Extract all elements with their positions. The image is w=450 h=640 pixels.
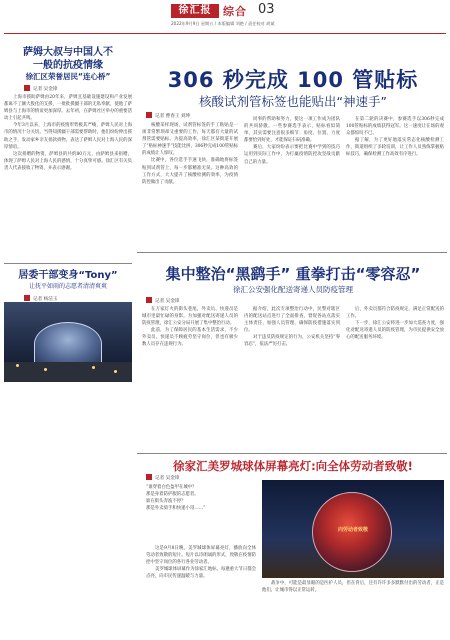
main-headline: 306 秒完成 100 管贴标 [167, 68, 419, 92]
article1-byline [24, 85, 132, 92]
main-col-1 [142, 122, 238, 248]
poem-line: 那是身着防护服的志愿者。 [146, 492, 199, 498]
byline-marker-icon [146, 297, 152, 303]
third-body [146, 545, 256, 580]
divider [4, 263, 132, 264]
main-subheadline: 核酸试剂管标签也能贴出“神速手” [199, 94, 387, 109]
byline-text: 记者 曹春王 刘坤 [155, 114, 191, 119]
paragraph: 这次捐赠的物资，萨姆县的共约80万元，由萨姆县来捐赠，体现了萨姆人民对上海人民的感情，十分真挚可感。徐汇区有关负责人代表接收了物资，并表示感谢。 [4, 151, 132, 171]
byline-marker-icon [146, 112, 152, 118]
second-byline [146, 297, 179, 304]
light-dot [44, 368, 47, 371]
paragraph: 这是9月8日晚，美罗城球体屏幕亮灯，播放向全体劳动者致敬的短片。短片以诗朗诵的形式，致敬在疫情防控中坚守岗位的各行各业劳动者。 [146, 546, 256, 566]
poem-line: 谁在街头奔波不停？ [146, 499, 186, 505]
paragraph: 战争中，可能是最显眼的是医护人员，但在背后，还有许许多多默默付出的劳动者，正是他们，让城市得以正常运转。 [262, 581, 444, 594]
paragraph: 对于违反防疫规定的行为，公安机关坚持“零容忍”，依法严厉打击。 [244, 335, 340, 348]
byline-marker-icon [146, 474, 152, 480]
masthead [0, 0, 450, 42]
paragraph: 下一步，徐汇公安将进一步加大巡查力度，强化对配送寄递人员的防疫管理，为市民提供安全放心的配送服务环境。 [346, 321, 444, 341]
light-dot [16, 364, 19, 367]
date-line: 2022年9月9日 星期五 / 本版编辑 刘艳 / 责任校对 胡斌 [171, 21, 275, 26]
dome-shape [34, 322, 102, 366]
main-byline [146, 112, 190, 119]
third-headline: 徐家汇美罗城球体屏幕亮灯:向全体劳动者致敬! [173, 459, 413, 473]
paragraph: 据介绍，此次专项整治行动中，民警对辖区内的配送站点进行了全面排查，督促各站点落实主体责任，加强人员管理，确保防疫措施落实到位。 [244, 307, 340, 334]
second-subheadline: 徐汇公安强化配送寄递人员防疫管理 [233, 285, 353, 294]
masthead-rule [4, 33, 446, 34]
article2-byline [24, 295, 132, 302]
paragraph: 在万家灯火的街头巷尾，外卖员、快递员是城市里最忙碌的身影。为加强对配送寄递人员的防疫管理，徐汇公安分局开展了集中整治行动。 [142, 307, 238, 327]
poem-line: “谁穿着白色盔甲在城中？ [146, 485, 197, 490]
main-col-2 [244, 116, 340, 248]
article1-subtitle: 徐汇区荣誉居民“连心桥” [25, 72, 111, 81]
second-col-3 [346, 306, 444, 450]
newspaper-logo: 徐汇报 [171, 4, 219, 18]
article2-subtitle: 让抚平如雨的志愿者清清爽爽 [28, 283, 107, 291]
paragraph: 赛后，大家纷纷表示要把比赛中学到的技巧运用到实际工作中，为打赢疫情防控攻坚战贡献自己的力量。 [244, 145, 340, 165]
paragraph: 上海市援助萨姆由20年来，萨姆且基础设施建设和产业发展都离不了颠大股化的支援，一批批援疆干部的无私奉献，使他了萨姆县与上海市的情谊更加深厚。去年初，在萨姆社区举办的重要活动上引起共鸣。 [4, 95, 132, 122]
third-byline [146, 474, 179, 481]
byline-marker-icon [24, 85, 30, 91]
byline-text: 记者 杨洁玉 [33, 297, 58, 303]
paragraph: 比赛中，各位选手手速飞快，准确地将标签贴到试剂管上，每一步都精准无误。这种高效的工作方式，大大提升了核酸检测的效率，为疫情防控做出了贡献。 [142, 158, 238, 185]
paragraph: 今年3月以来，上海市的疫情形势极其严峻，萨姆人民对上海市的情况十分关切。当得知援疆干部需要帮助时，他们纷纷伸出援助之手，发动家乡亲友捐款捐物，表达了萨姆人民对上海人民的深厚情谊。 [4, 123, 132, 150]
paragraph: 此前，为了保障居民的基本生活需求，不少外卖员、快递员不顾疲劳坚守岗位，但也有极少数人员存在违规行为。 [142, 328, 238, 348]
paragraph: 美罗城球体屏幕作为徐家汇地标，每逢重大节日都会点亮，向市民传递温暖与力量。 [146, 567, 256, 580]
article2-title: 居委干部变身“Tony” [18, 270, 118, 282]
second-col-2 [244, 306, 340, 450]
second-headline: 集中整治“黑鹞手” 重拳打击“零容忍” [165, 265, 421, 283]
paragraph: 后，外卖员都符合防疫规定，满足正常配送的工作。 [346, 307, 444, 320]
article1-title-line2: 一般的抗疫情缘 [33, 60, 103, 71]
section-label: 综合 [223, 5, 247, 18]
byline-text: 记者 吴金锋 [155, 299, 180, 304]
photo-ground [4, 362, 132, 382]
poem-line: 那是外卖骑手和快递小哥……” [146, 506, 206, 512]
sphere-photo [262, 480, 444, 578]
paragraph: 在第二轮的决赛中，参赛选手以306秒完成100管贴标的成绩获得冠军。这一速度让在场的观众都惊叹不已。 [346, 117, 444, 137]
sphere-caption: 向劳动者致敬 [337, 527, 368, 533]
poem-block [146, 484, 256, 512]
byline-text: 记者 吴金锋 [155, 476, 180, 481]
sphere-screen [312, 492, 392, 572]
article1-photo [4, 302, 132, 382]
section-divider [137, 453, 447, 454]
light-dot [92, 366, 95, 369]
paragraph: 据了解，为了更好地落实常态化核酸检测工作，街道组织了多轮培训，让工作人员熟练掌握贴标技巧，确保检测工作高效有序进行。 [346, 138, 444, 158]
article1-body [4, 94, 132, 172]
byline-marker-icon [24, 295, 30, 301]
second-col-1 [142, 306, 238, 450]
page-number: 03 [258, 2, 275, 17]
third-bottom-body [262, 580, 444, 594]
paragraph: 核酸采样现场，试剂管标签的手工粘贴是一项非常繁琐却又重要的工作，每天都有大量的试剂管需要贴标。为提高效率，徐汇区某街道开展了“贴标神速手”技能比拼，306秒完成100管贴标的成绩让人惊叹。 [142, 123, 238, 157]
light-dot [114, 370, 117, 373]
article1-title: 萨姆大叔与中国人不 [23, 47, 113, 58]
byline-text: 记者 吴金锋 [33, 87, 58, 92]
section-divider [137, 252, 447, 253]
paragraph: 同事的帮助和努力，使这一项工作成为团队的共同骄傲。一些参赛选手表示，贴标看似简单，其实需要注意很多细节：角度、位置、力度都要恰到好处，才能保证扫码准确。 [244, 117, 340, 144]
main-col-3 [346, 116, 444, 248]
